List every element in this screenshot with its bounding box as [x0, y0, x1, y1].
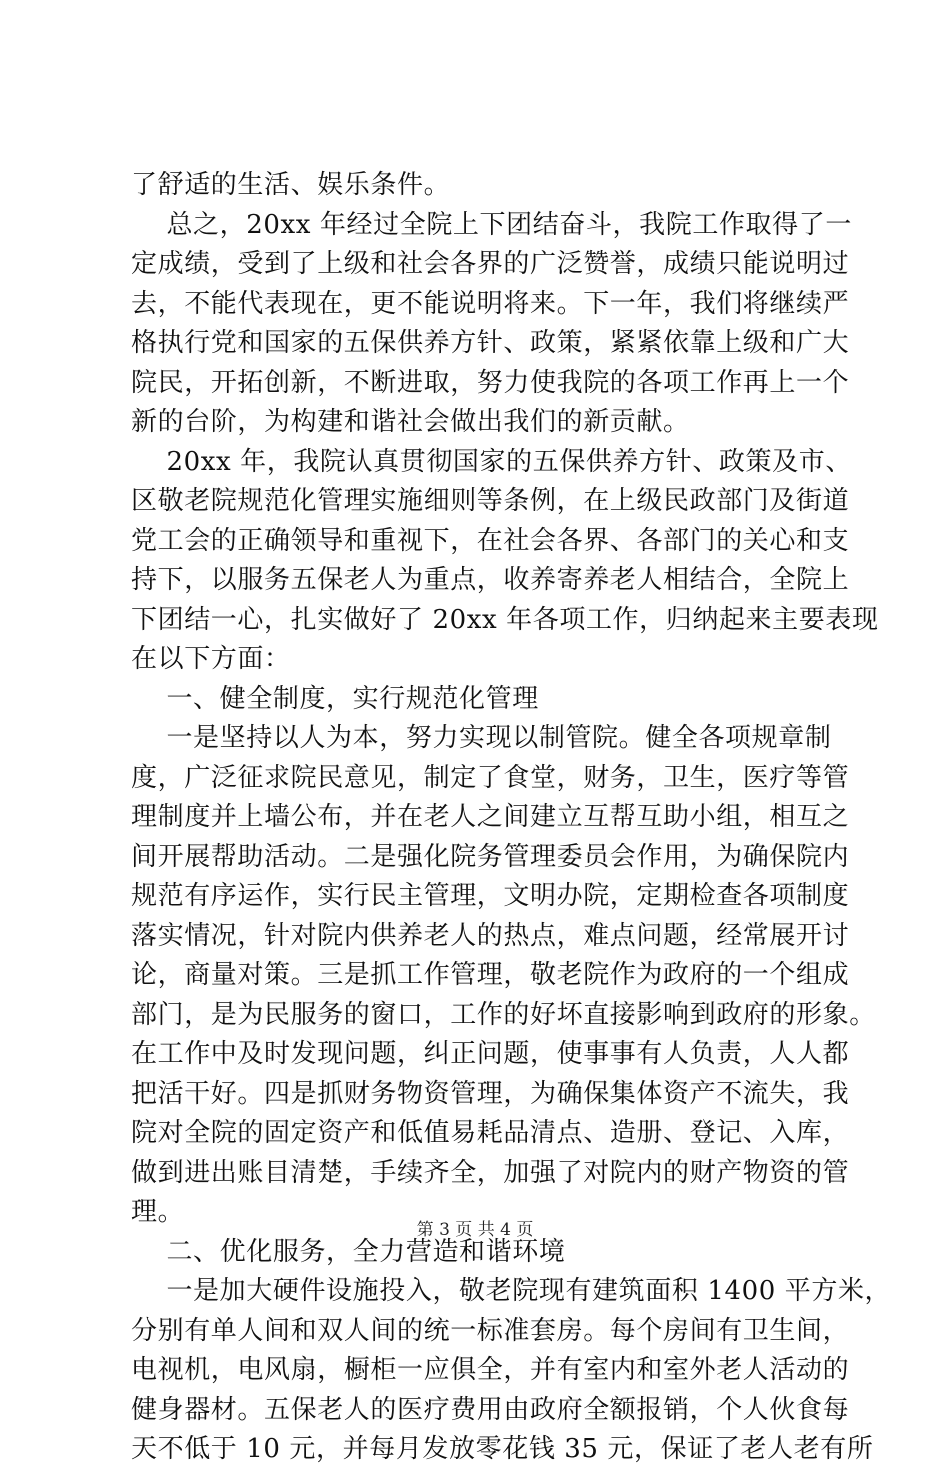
- text-line: 落实情况，针对院内供养老人的热点，难点问题，经常展开讨: [131, 920, 850, 951]
- text-line: 一是加大硬件设施投入，敬老院现有建筑面积 1400 平方米，: [131, 1276, 892, 1306]
- text-line: 部门，是为民服务的窗口，工作的好坏直接影响到政府的形象。: [131, 999, 876, 1030]
- text-line: 格执行党和国家的五保供养方针、政策，紧紧依靠上级和广大: [131, 328, 850, 358]
- text-line: 理。: [131, 1197, 185, 1227]
- text-line: 在工作中及时发现问题，纠正问题，使事事有人负责，人人都: [131, 1039, 850, 1069]
- text-line: 度，广泛征求院民意见，制定了食堂，财务，卫生，医疗等管: [131, 762, 850, 793]
- text-line: 了舒适的生活、娱乐条件。: [131, 170, 451, 200]
- text-line: 新的台阶，为构建和谐社会做出我们的新贡献。: [131, 407, 690, 437]
- text-line: 论，商量对策。三是抓工作管理，敬老院作为政府的一个组成: [131, 960, 850, 990]
- text-line: 做到进出账目清楚，手续齐全，加强了对院内的财产物资的管: [131, 1157, 850, 1188]
- text-line: 去，不能代表现在，更不能说明将来。下一年，我们将继续严: [131, 288, 850, 319]
- text-line: 20xx 年，我院认真贯彻国家的五保供养方针、政策及市、: [131, 446, 852, 477]
- text-line: 天不低于 10 元，并每月发放零花钱 35 元，保证了老人老有所: [131, 1434, 874, 1464]
- text-line: 总之，20xx 年经过全院上下团结奋斗，我院工作取得了一: [131, 209, 852, 240]
- text-line: 电视机，电风扇，橱柜一应俱全，并有室内和室外老人活动的: [131, 1355, 850, 1385]
- text-line: 规范有序运作，实行民主管理，文明办院，定期检查各项制度: [131, 881, 850, 911]
- text-line: 定成绩，受到了上级和社会各界的广泛赞誉，成绩只能说明过: [131, 249, 850, 279]
- section-heading: 一、健全制度，实行规范化管理: [131, 683, 539, 714]
- text-line: 院民，开拓创新，不断进取，努力使我院的各项工作再上一个: [131, 367, 850, 398]
- text-line: 院对全院的固定资产和低值易耗品清点、造册、登记、入库，: [131, 1118, 850, 1148]
- text-line: 一是坚持以人为本，努力实现以制管院。健全各项规章制: [131, 723, 832, 753]
- text-line: 健身器材。五保老人的医疗费用由政府全额报销，个人伙食每: [131, 1394, 850, 1425]
- text-line: 理制度并上墙公布，并在老人之间建立互帮互助小组，相互之: [131, 802, 850, 832]
- text-line: 把活干好。四是抓财务物资管理，为确保集体资产不流失，我: [131, 1078, 850, 1109]
- document-body: [131, 166, 892, 1470]
- page-number-footer: 第 3 页 共 4 页: [416, 1220, 534, 1240]
- text-line: 下团结一心，扎实做好了 20xx 年各项工作，归纳起来主要表现: [131, 604, 879, 635]
- text-line: 持下，以服务五保老人为重点，收养寄养老人相结合，全院上: [131, 565, 850, 595]
- text-line: 区敬老院规范化管理实施细则等条例，在上级民政部门及街道: [131, 486, 850, 516]
- text-line: 在以下方面：: [131, 644, 291, 674]
- text-line: 间开展帮助活动。二是强化院务管理委员会作用，为确保院内: [131, 841, 850, 872]
- text-line: 党工会的正确领导和重视下，在社会各界、各部门的关心和支: [131, 525, 850, 556]
- text-line: 分别有单人间和双人间的统一标准套房。每个房间有卫生间，: [131, 1315, 850, 1346]
- section-heading: 二、优化服务，全力营造和谐环境: [131, 1236, 566, 1267]
